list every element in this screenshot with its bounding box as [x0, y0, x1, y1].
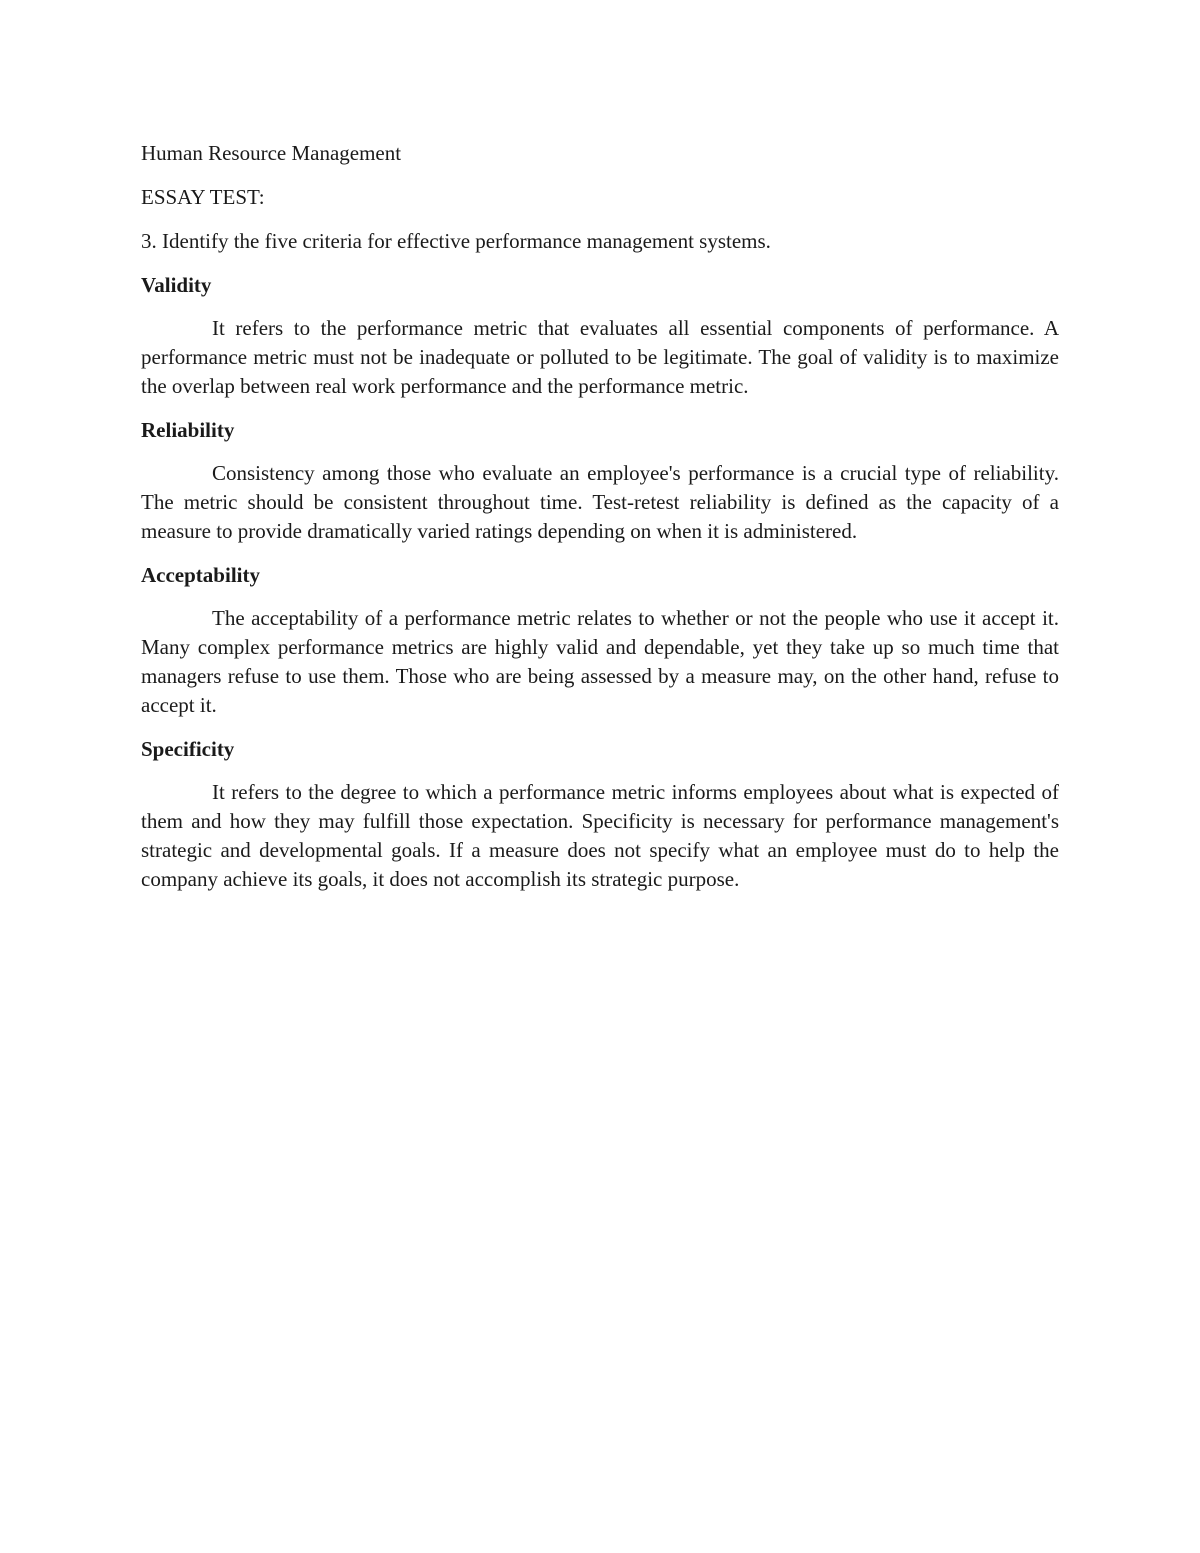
question-text: 3. Identify the five criteria for effective performance management systems. — [141, 229, 771, 253]
document-page — [141, 138, 1059, 908]
section-reliability — [141, 415, 1059, 546]
section-heading: Acceptability — [141, 563, 260, 587]
section-body: The acceptability of a performance metric relates to whether or not the people who use it accept it. Many complex performance metrics are highly valid and dependable, yet they take up so much time that managers refuse to use them. Those who are being assessed by a measure may, on the other hand, refuse to accept it. — [141, 606, 1059, 717]
course-title: Human Resource Management — [141, 141, 402, 165]
section-validity — [141, 270, 1059, 401]
section-body: It refers to the performance metric that evaluates all essential components of performance. A performance metric must not be inadequate or polluted to be legitimate. The goal of validity is to maximize the overlap between real work performance and the performance metric. — [141, 316, 1059, 398]
section-heading: Validity — [141, 273, 212, 297]
section-acceptability — [141, 560, 1059, 720]
test-label: ESSAY TEST: — [141, 185, 265, 209]
section-specificity — [141, 734, 1059, 894]
section-heading: Reliability — [141, 418, 235, 442]
section-body: Consistency among those who evaluate an employee's performance is a crucial type of reliability. The metric should be consistent throughout time. Test-retest reliability is defined as the capacity of a measure to provide dramatically varied ratings depending on when it is administered. — [141, 461, 1059, 543]
section-body: It refers to the degree to which a performance metric informs employees about what is expected of them and how they may fulfill those expectation. Specificity is necessary for performance management's strategic and developmental goals. If a measure does not specify what an employee must do to help the company achieve its goals, it does not accomplish its strategic purpose. — [141, 780, 1059, 891]
section-heading: Specificity — [141, 737, 235, 761]
